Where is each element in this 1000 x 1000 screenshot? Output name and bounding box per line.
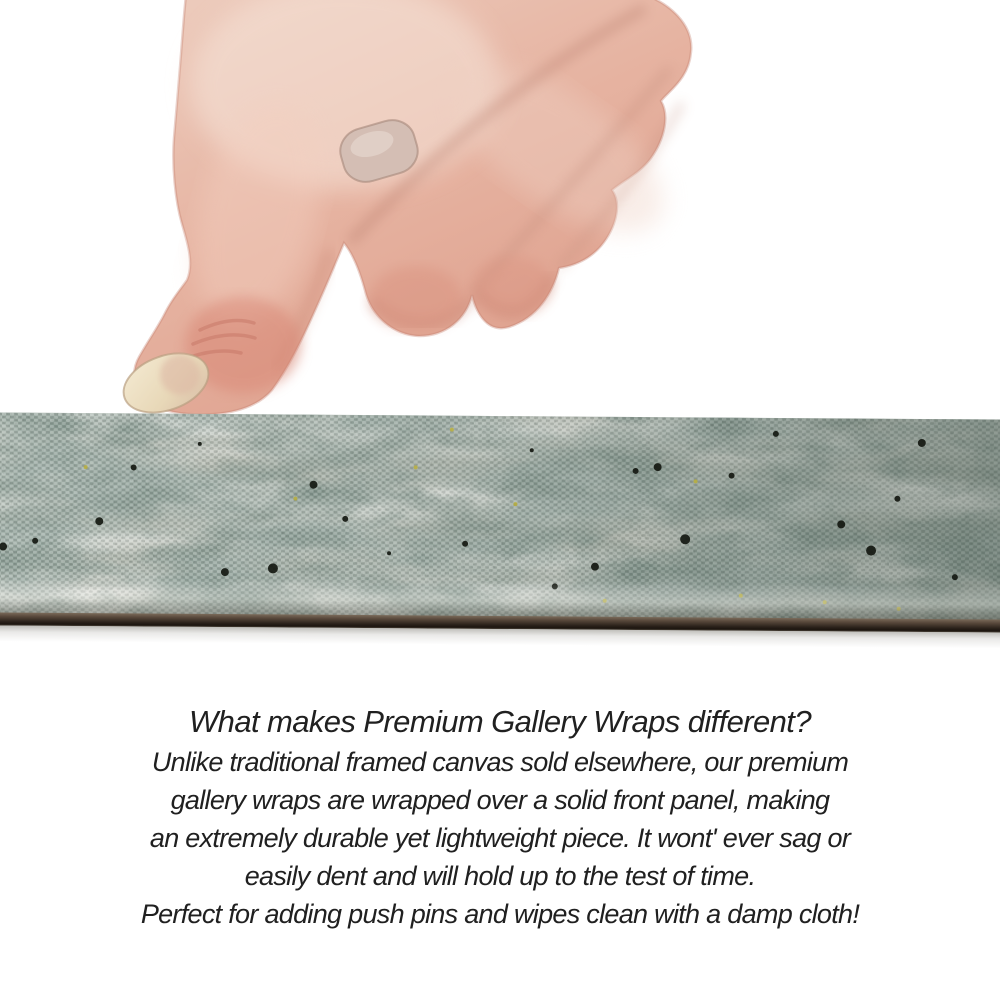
hand-photo (0, 0, 1000, 420)
canvas-strip (0, 412, 1000, 651)
info-text-block (0, 701, 1000, 933)
index-tip-shading (370, 266, 462, 330)
canvas-texture-svg (0, 412, 1000, 620)
caption-line-2: gallery wraps are wrapped over a solid front panel, making (170, 785, 830, 815)
canvas-texture (0, 412, 1000, 620)
canvas-bottom-shading (0, 412, 1000, 620)
caption-heading: What makes Premium Gallery Wraps different? (189, 704, 811, 739)
caption-line-1: Unlike traditional framed canvas sold elsewhere, our premium (151, 747, 849, 777)
caption-line-3: an extremely durable yet lightweight piece. It wont' ever sag or (149, 823, 851, 853)
hand-illustration (0, 0, 1000, 420)
middle-tip-shading (472, 256, 552, 316)
caption-line-4: easily dent and will hold up to the test of time. (244, 861, 756, 891)
caption-line-5: Perfect for adding push pins and wipes clean with a damp cloth! (140, 899, 860, 929)
